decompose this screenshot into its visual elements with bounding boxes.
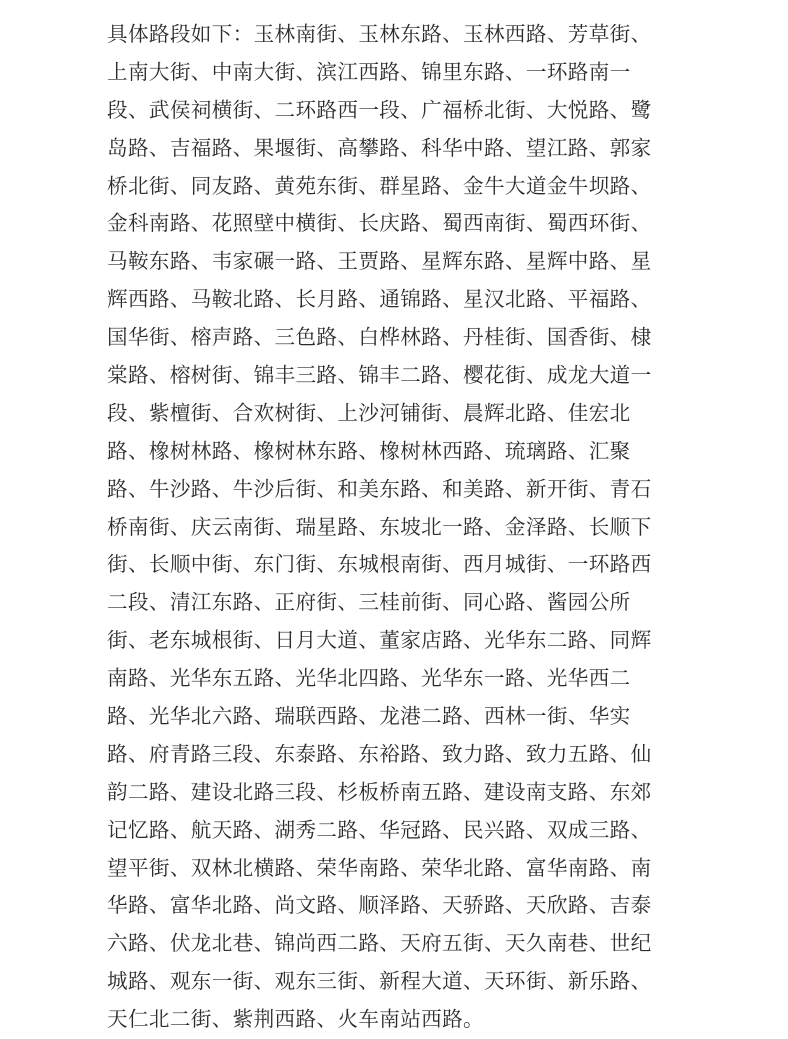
- text-line: 桥南街、庆云南街、瑞星路、东坡北一路、金泽路、长顺下: [107, 514, 652, 539]
- text-line: 国华街、榕声路、三色路、白桦林路、丹桂街、国香街、棣: [107, 325, 652, 350]
- text-line: 辉西路、马鞍北路、长月路、通锦路、星汉北路、平福路、: [107, 287, 652, 312]
- text-line: 具体路段如下：玉林南街、玉林东路、玉林西路、芳草街、: [107, 22, 652, 46]
- text-line: 岛路、吉福路、果堰街、高攀路、科华中路、望江路、郭家: [107, 135, 652, 160]
- text-line: 路、橡树林路、橡树林东路、橡树林西路、琉璃路、汇聚: [107, 438, 631, 463]
- text-line: 上南大街、中南大街、滨江西路、锦里东路、一环路南一: [107, 59, 631, 84]
- text-line: 路、府青路三段、东泰路、东裕路、致力路、致力五路、仙: [107, 741, 652, 766]
- text-line: 城路、观东一街、观东三街、新程大道、天环街、新乐路、: [107, 969, 652, 994]
- text-line: 街、老东城根街、日月大道、董家店路、光华东二路、同辉: [107, 628, 652, 653]
- text-line: 段、武侯祠横街、二环路西一段、广福桥北街、大悦路、鹭: [107, 97, 652, 122]
- text-line: 华路、富华北路、尚文路、顺泽路、天骄路、天欣路、吉泰: [107, 893, 652, 918]
- text-line: 韵二路、建设北路三段、杉板桥南五路、建设南支路、东郊: [107, 779, 652, 804]
- text-line: 天仁北二街、紫荆西路、火车南站西路。: [107, 1007, 484, 1032]
- text-line: 路、光华北六路、瑞联西路、龙港二路、西林一街、华实: [107, 704, 631, 729]
- text-line: 街、长顺中街、东门街、东城根南街、西月城街、一环路西: [107, 552, 652, 577]
- text-line: 记忆路、航天路、湖秀二路、华冠路、民兴路、双成三路、: [107, 817, 652, 842]
- text-line: 路、牛沙路、牛沙后街、和美东路、和美路、新开街、青石: [107, 476, 652, 501]
- text-line: 二段、清江东路、正府街、三桂前街、同心路、酱园公所: [107, 590, 631, 615]
- text-line: 六路、伏龙北巷、锦尚西二路、天府五街、天久南巷、世纪: [107, 931, 652, 956]
- text-line: 棠路、榕树街、锦丰三路、锦丰二路、樱花街、成龙大道一: [107, 363, 652, 388]
- road-list-paragraph: [107, 16, 717, 1039]
- text-line: 金科南路、花照壁中横街、长庆路、蜀西南街、蜀西环街、: [107, 211, 652, 236]
- text-line: 马鞍东路、韦家碾一路、王贾路、星辉东路、星辉中路、星: [107, 249, 652, 274]
- text-line: 段、紫檀街、合欢树街、上沙河铺街、晨辉北路、佳宏北: [107, 400, 631, 425]
- text-line: 南路、光华东五路、光华北四路、光华东一路、光华西二: [107, 666, 631, 691]
- text-line: 望平街、双林北横路、荣华南路、荣华北路、富华南路、南: [107, 855, 652, 880]
- text-line: 桥北街、同友路、黄苑东街、群星路、金牛大道金牛坝路、: [107, 173, 652, 198]
